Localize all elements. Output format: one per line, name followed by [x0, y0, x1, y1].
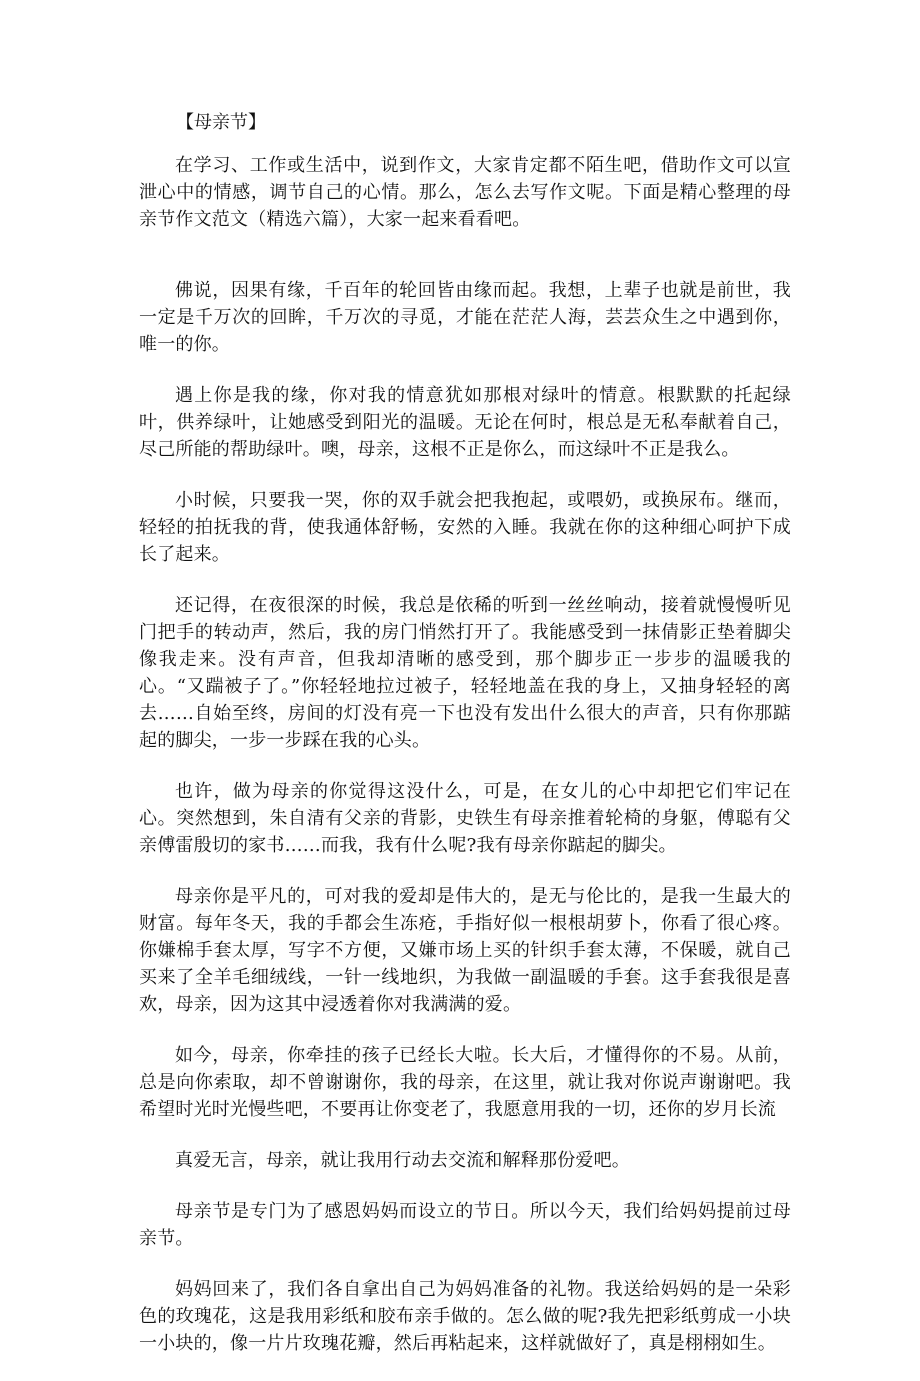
paragraph: 小时候，只要我一哭，你的双手就会把我抱起，或喂奶，或换尿布。继而，轻轻的拍抚我的背，使我通体舒畅，安然的入睡。我就在你的这种细心呵护下成长了起来。: [139, 490, 791, 565]
paragraph: 母亲节是专门为了感恩妈妈而设立的节日。所以今天，我们给妈妈提前过母亲节。: [139, 1201, 791, 1249]
document-body: [139, 152, 791, 1381]
paragraph: 还记得，在夜很深的时候，我总是依稀的听到一丝丝响动，接着就慢慢听见门把手的转动声，然后，我的房门悄然打开了。我能感受到一抹倩影正垫着脚尖像我走来。没有声音，但我却清晰的感受到，那个脚步正一步步的温暖我的心。“又踹被子了。”你轻轻地拉过被子，轻轻地盖在我的身上，又抽身轻轻的离去……自始至终，房间的灯没有亮一下也没有发出什么很大的声音，只有你那踮起的脚尖，一步一步踩在我的心头。: [139, 595, 791, 751]
paragraph-intro: 在学习、工作或生活中，说到作文，大家肯定都不陌生吧，借助作文可以宣泄心中的情感，调节自己的心情。那么，怎么去写作文呢。下面是精心整理的母亲节作文范文（精选六篇），大家一起来看看吧。: [139, 155, 791, 230]
paragraph: 佛说，因果有缘，千百年的轮回皆由缘而起。我想，上辈子也就是前世，我一定是千万次的回眸，千万次的寻觅，才能在茫茫人海，芸芸众生之中遇到你，唯一的你。: [139, 280, 791, 355]
paragraph: 如今，母亲，你牵挂的孩子已经长大啦。长大后，才懂得你的不易。从前，总是向你索取，却不曾谢谢你，我的母亲，在这里，就让我对你说声谢谢吧。我希望时光时光慢些吧，不要再让你变老了，我愿意用我的一切，还你的岁月长流: [139, 1045, 791, 1120]
paragraph: 妈妈回来了，我们各自拿出自己为妈妈准备的礼物。我送给妈妈的是一朵彩色的玫瑰花，这是我用彩纸和胶布亲手做的。怎么做的呢?我先把彩纸剪成一小块一小块的，像一片片玫瑰花瓣，然后再粘起来，这样就做好了，真是栩栩如生。: [139, 1279, 791, 1354]
paragraph: 母亲你是平凡的，可对我的爱却是伟大的，是无与伦比的，是我一生最大的财富。每年冬天，我的手都会生冻疮，手指好似一根根胡萝卜，你看了很心疼。你嫌棉手套太厚，写字不方便，又嫌市场上买的针织手套太薄，不保暖，就自己买来了全羊毛细绒线，一针一线地织，为我做一副温暖的手套。这手套我很是喜欢，母亲，因为这其中浸透着你对我满满的爱。: [139, 886, 791, 1015]
document-title: 【母亲节】: [176, 112, 266, 133]
paragraph: 真爱无言，母亲，就让我用行动去交流和解释那份爱吧。: [175, 1150, 630, 1171]
paragraph: 遇上你是我的缘，你对我的情意犹如那根对绿叶的情意。根默默的托起绿叶，供养绿叶，让她感受到阳光的温暖。无论在何时，根总是无私奉献着自己，尽己所能的帮助绿叶。噢，母亲，这根不正是你么，而这绿叶不正是我么。: [139, 385, 791, 460]
paragraph: 也许，做为母亲的你觉得这没什么，可是，在女儿的心中却把它们牢记在心。突然想到，朱自清有父亲的背影，史铁生有母亲推着轮椅的身躯，傅聪有父亲傅雷殷切的家书……而我，我有什么呢?我有母亲你踮起的脚尖。: [139, 781, 791, 856]
